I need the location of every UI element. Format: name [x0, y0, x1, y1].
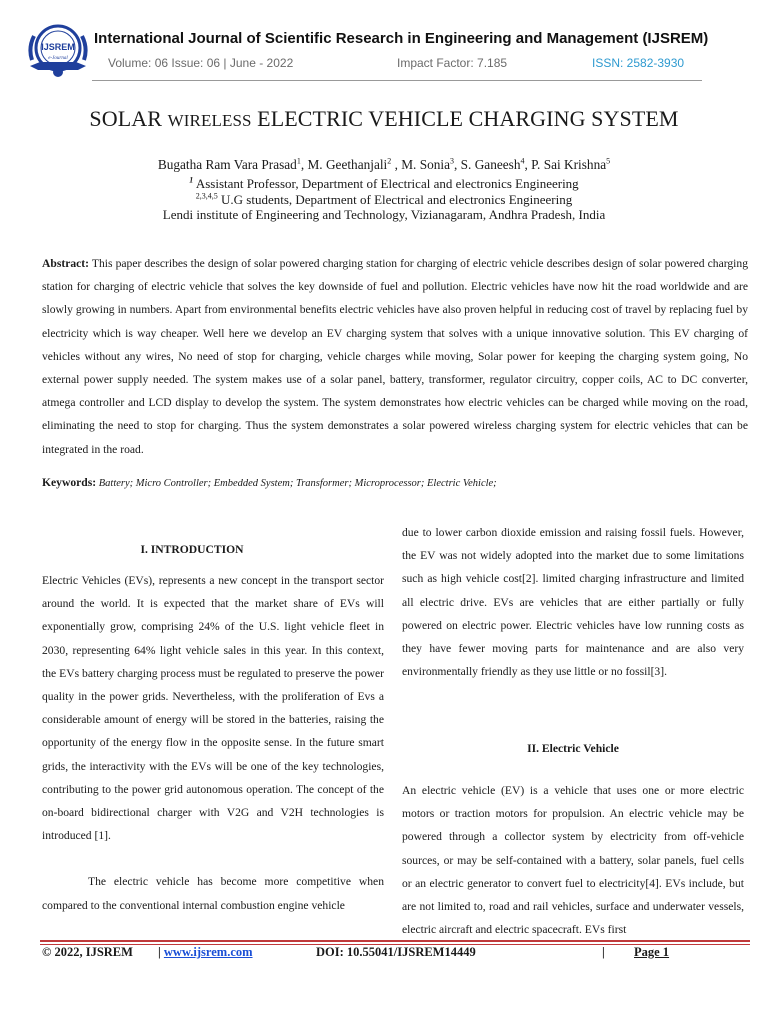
affiliation-1-sup: 1	[189, 175, 194, 185]
author-name: P. Sai Krishna	[531, 157, 607, 172]
section-heading-introduction: I. INTRODUCTION	[140, 543, 244, 556]
author-sep: ,	[391, 157, 402, 172]
footer-separator: |	[602, 945, 605, 959]
page-number-text: Page 1	[634, 945, 670, 959]
author-name: S. Ganeesh	[460, 157, 521, 172]
keywords-text: Battery; Micro Controller; Embedded System; Transformer; Microprocessor; Electric Vehicle;	[96, 478, 497, 489]
title-solar: SOLAR	[89, 106, 168, 131]
author-name: Bugatha Ram Vara Prasad	[157, 157, 297, 172]
author-sep: ,	[300, 157, 308, 172]
impact-factor: Impact Factor: 7.185	[397, 56, 508, 70]
right-column-top	[402, 521, 744, 683]
author-sup: 5	[606, 156, 611, 166]
footer-divider	[40, 940, 750, 942]
keywords-label: Keywords:	[42, 476, 97, 489]
author-sup: 4	[520, 156, 525, 166]
journal-logo-icon	[26, 20, 90, 82]
abstract-label: Abstract:	[42, 257, 90, 270]
author-list	[0, 157, 768, 173]
abstract-text: This paper describes the design of solar powered charging station for charging of electric vehicle describes design of solar powered charging station for charging of electric vehicle that solves the key downside of fuel and pollution. Electric vehicles have now hit the road worldwide and are slowly growing in numbers. Apart from environmental benefits electric vehicles have also proven helpful in reducing cost of travel by replacing fuel by electricity which is way cheaper. Well here we develop an EV charging system that solves with a unique innovative solution. This EV charging of vehicles without any wires, No need of stop for charging, vehicle charges while moving, Solar power for keeping the charging system going, No external power supply needed. The system makes use of a solar panel, battery, transformer, regulator circuitry, copper coils, AC to DC converter, atmega controller and LCD display to develop the system. The system demonstrates how electric vehicles can be charged while moving on the road, eliminating the need to stop for charging. Thus the system demonstrates a solar powered wireless charging system for electric vehicles that can be integrated in the road.	[42, 257, 748, 456]
affiliation-2-text: U.G students, Department of Electrical and electronics Engineering	[217, 192, 573, 207]
abstract	[42, 252, 748, 461]
paper-title	[0, 106, 768, 132]
section-heading-electric-vehicle: II. Electric Vehicle	[527, 742, 619, 755]
volume-issue: Volume: 06 Issue: 06 | June - 2022	[108, 56, 294, 70]
intro-paragraph-1: Electric Vehicles (EVs), represents a new concept in the transport sector around the world. It is expected that the market share of EVs will exponentially grow, comprising 24% of the U.S. light vehicle fleet in 2030, representing 64% light vehicle sales in this year. In this context, the EVs battery charging process must be regulated to preserve the power quality in the power grids. Nevertheless, with the proliferation of Evs a considerable amount of energy will be stored in the batteries, raising the opportunity of the energy flow in the opposite sense. In the future smart grids, the interactivity with the EVs will be one of the key technologies, contributing to the power grid autonomous operation. The concept of the on-board bidirectional charger with V2G and V2H technologies is introduced [1].	[42, 574, 384, 843]
footer-copyright: © 2022, IJSREM	[42, 945, 133, 959]
title-wireless: WIRELESS	[167, 111, 252, 130]
author-sep: ,	[454, 157, 461, 172]
title-rest: ELECTRIC VEHICLE CHARGING SYSTEM	[251, 106, 679, 131]
affiliation-2-sup: 2,3,4,5	[195, 191, 218, 201]
author-sup: 2	[387, 156, 392, 166]
header-divider	[92, 80, 702, 81]
intro-paragraph-2: The electric vehicle has become more competitive when compared to the conventional internal combustion engine vehicle	[42, 875, 384, 912]
affiliation-2	[0, 192, 768, 208]
website-link[interactable]: www.ijsrem.com	[163, 945, 253, 959]
author-sup: 3	[450, 156, 454, 166]
affiliation-3: Lendi institute of Engineering and Technology, Vizianagaram, Andhra Pradesh, India	[162, 207, 606, 222]
author-sep: ,	[524, 157, 532, 172]
issn: ISSN: 2582-3930	[592, 56, 685, 70]
author-name: M. Geethanjali	[307, 157, 388, 172]
author-sup: 1	[296, 156, 301, 166]
intro-paragraph-3: due to lower carbon dioxide emission and raising fossil fuels. However, the EV was not widely adopted into the market due to some limitations such as high vehicle cost[2]. limited charging infrastructure and limited all electric drive. EVs are vehicles that are either partially or fully powered on electric power. Electric vehicles have low running costs as they have fewer moving parts for maintenance and are also very environmentally friendly as they use little or no fossil[3].	[402, 526, 744, 679]
left-column	[42, 569, 384, 917]
author-name: M. Sonia	[401, 157, 450, 172]
keywords	[42, 476, 497, 489]
page-number	[634, 945, 669, 960]
ev-paragraph-1: An electric vehicle (EV) is a vehicle that uses one or more electric motors or traction motors for propulsion. An electric vehicle may be powered through a collector system by electricity from off-vehicle sources, or may be self-contained with a battery, solar panels, fuel cells or an electric generator to convert fuel to electricity[4]. EVs include, but are not limited to, road and rail vehicles, surface and underwater vessels, electric aircraft and electric spacecraft. EVs first	[402, 784, 744, 937]
logo-subtext: e-Journal	[48, 56, 68, 61]
right-column-bottom	[402, 779, 744, 941]
affiliation-1-text: Assistant Professor, Department of Electrical and electronics Engineering	[193, 176, 579, 191]
affiliation-1	[0, 176, 768, 192]
logo-text: IJSREM	[41, 42, 75, 52]
footer-url-bar: |	[158, 945, 164, 959]
footer-doi: DOI: 10.55041/IJSREM14449	[316, 945, 476, 959]
footer-url	[158, 945, 253, 960]
journal-title: International Journal of Scientific Research in Engineering and Management (IJSREM)	[94, 30, 709, 47]
